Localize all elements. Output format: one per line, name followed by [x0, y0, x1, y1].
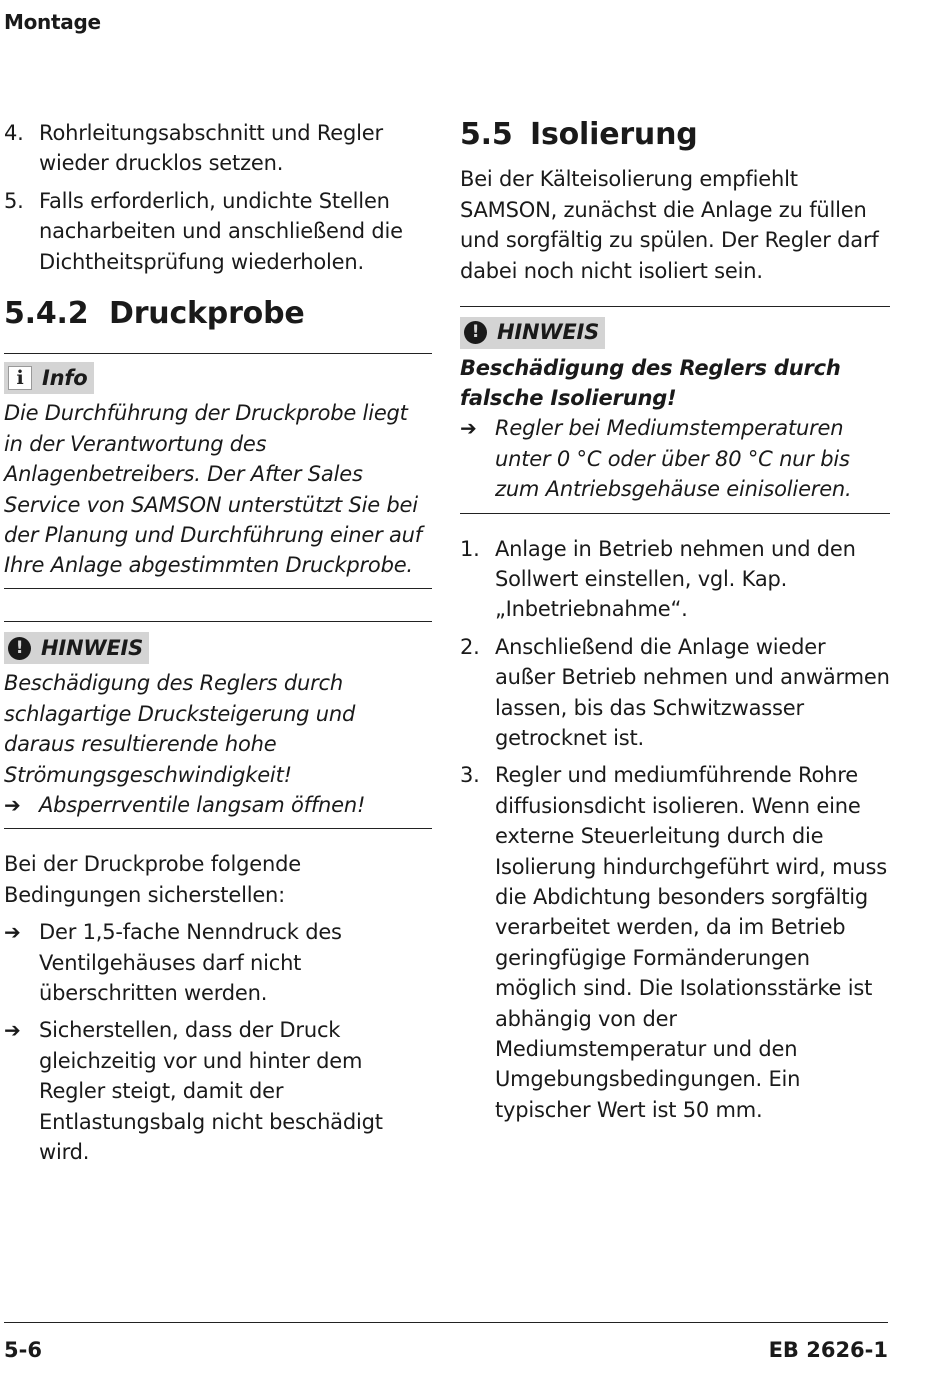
section-number: 5.4.2 — [4, 296, 89, 332]
section-number: 5.5 — [460, 117, 513, 152]
notice-box — [460, 315, 890, 505]
exclamation-circle-icon: ! — [464, 321, 487, 344]
step-text: Falls erforderlich, undichte Stellen nacharbeiten und anschließend die Dichtheitsprüfung wiederholen. — [39, 188, 403, 274]
right-column — [460, 118, 890, 1132]
divider — [4, 828, 432, 829]
notice-label: ! HINWEIS — [4, 632, 149, 664]
step-text: Anschließend die Anlage wieder außer Betrieb nehmen und anwärmen lassen, bis das Schwitzwasser getrocknet ist. — [495, 634, 890, 750]
notice-action: ➔ Absperrventile langsam öffnen! — [4, 790, 432, 820]
step-number: 4. — [4, 121, 24, 145]
divider — [4, 353, 432, 354]
right-arrow-icon: ➔ — [4, 920, 21, 945]
list-item — [460, 632, 890, 754]
divider — [4, 588, 432, 589]
right-arrow-icon: ➔ — [4, 1018, 21, 1043]
list-item — [4, 1015, 432, 1167]
step-text: Regler und mediumführende Rohre diffusionsdicht isolieren. Wenn eine externe Steuerleitung durch die Isolierung hindurchgeführt wird, muss die Abdichtung besonders sorgfältig verarbeitet werden, da im Betrieb geringfügige Formänderungen möglich sind. Die Isolationsstärke ist abhängig von der Mediumstemperatur und den Umgebungsbedingungen. Ein typischer Wert ist 50 mm. — [495, 763, 887, 1122]
notice-label: ! HINWEIS — [460, 317, 605, 349]
section-title: Druckprobe — [109, 296, 305, 332]
info-icon: i — [8, 366, 32, 390]
page-number: 5-6 — [4, 1338, 42, 1362]
divider — [460, 513, 890, 514]
intro-text: Bei der Kälteisolierung empfiehlt SAMSON, zunächst die Anlage zu füllen und sorgfältig zu spülen. Der Regler darf dabei noch nicht isoliert sein. — [460, 167, 879, 283]
step-text: Anlage in Betrieb nehmen und den Sollwert einstellen, vgl. Kap. „Inbetriebnahme“. — [495, 536, 856, 622]
step-number: 2. — [460, 634, 480, 659]
step-number: 5. — [4, 188, 24, 213]
list-item — [4, 917, 432, 1008]
left-column — [4, 118, 432, 1167]
divider — [460, 306, 890, 307]
list-item — [460, 534, 890, 625]
right-arrow-icon: ➔ — [460, 416, 477, 441]
step-text: Rohrleitungsabschnitt und Regler wieder drucklos setzen. — [39, 121, 383, 176]
notice-box — [4, 631, 432, 821]
bullet-text: Sicherstellen, dass der Druck gleichzeitig vor und hinter dem Regler steigt, damit der Entlastungsbalg nicht beschädigt wird. — [39, 1018, 383, 1165]
bullet-text: Der 1,5-fache Nenndruck des Ventilgehäuses darf nicht überschritten werden. — [39, 920, 342, 1006]
list-item — [460, 760, 890, 1125]
info-box — [4, 362, 432, 580]
divider — [4, 621, 432, 622]
exclamation-circle-icon: ! — [8, 637, 31, 660]
document-id: EB 2626-1 — [768, 1338, 888, 1362]
info-label: i Info — [4, 362, 94, 394]
list-item — [4, 118, 432, 179]
list-item — [4, 186, 432, 277]
intro-text: Bei der Druckprobe folgende Bedingungen sicherstellen: — [4, 852, 301, 907]
footer-divider — [4, 1322, 888, 1323]
section-heading — [460, 117, 890, 152]
info-text: Die Durchführung der Druckprobe liegt in der Verantwortung des Anlagenbetreibers. Der After Sales Service von SAMSON unterstützt Sie bei der Planung und Durchführung einer auf Ihre Anlage abgestimmten Druckprobe. — [4, 401, 422, 578]
step-number: 3. — [460, 763, 480, 788]
right-arrow-icon: ➔ — [4, 793, 21, 817]
notice-action: ➔ Regler bei Mediumstemperaturen unter 0 °C oder über 80 °C nur bis zum Antriebsgehäuse einisolieren. — [460, 413, 890, 504]
step-number: 1. — [460, 536, 480, 561]
notice-text: Beschädigung des Reglers durch schlagartige Drucksteigerung und daraus resultierende hohe Strömungsgeschwindigkeit! — [4, 671, 356, 787]
notice-text: Beschädigung des Reglers durch falsche Isolierung! — [460, 355, 841, 410]
page-header: Montage — [4, 10, 101, 34]
section-heading — [4, 296, 432, 332]
section-title: Isolierung — [530, 117, 698, 152]
